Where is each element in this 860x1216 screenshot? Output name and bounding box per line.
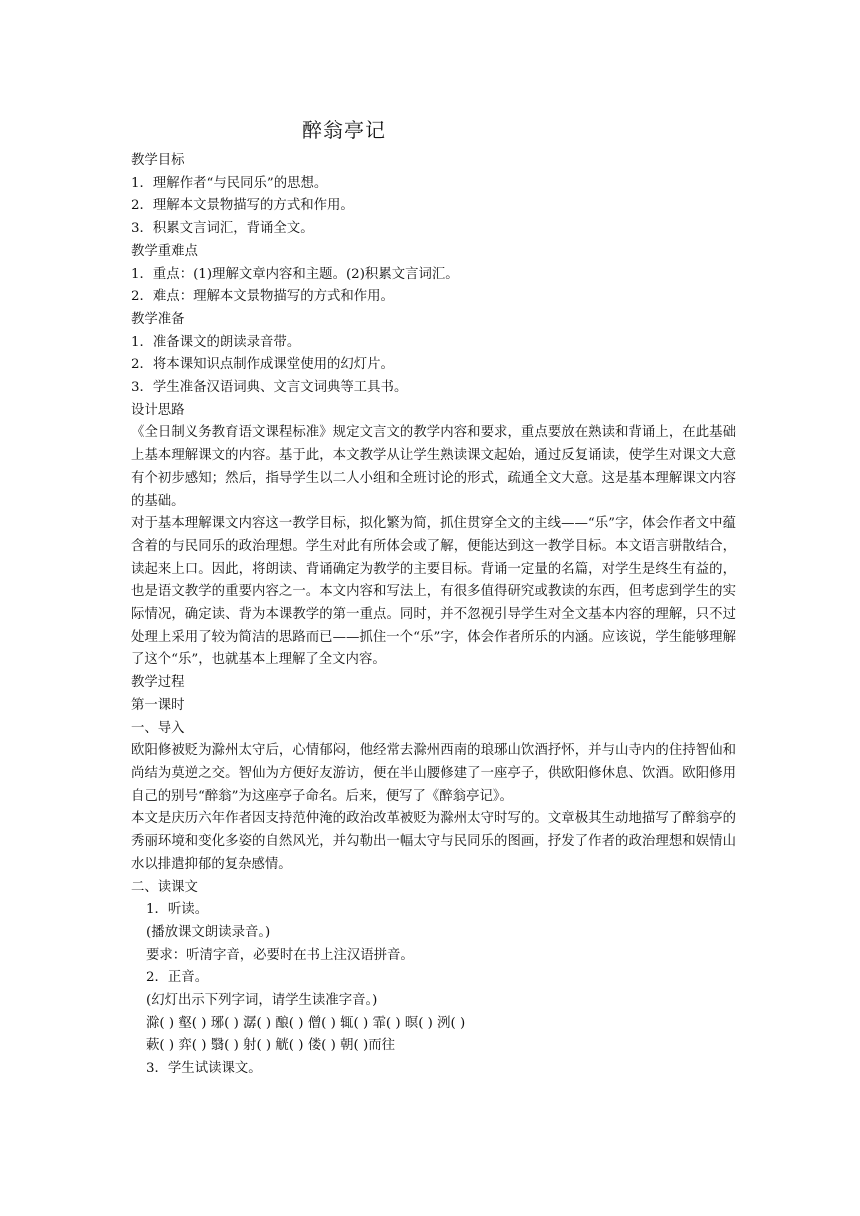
pronunciation-row: 蔌( ) 弈( ) 翳( ) 射( ) 觥( ) 偻( ) 朝( )而往	[146, 1038, 395, 1054]
reading-note: (幻灯出示下列字词，请学生读准字音。)	[146, 993, 378, 1009]
key-point-item: 1．重点：(1)理解文章内容和主题。(2)积累文言词汇。	[131, 266, 459, 282]
reading-step: 2．正音。	[146, 970, 209, 986]
document-title: 醉翁亭记	[302, 118, 386, 142]
section-heading-key-points: 教学重难点	[131, 243, 198, 259]
lesson-label: 第一课时	[131, 697, 185, 713]
preparation-item: 1．准备课文的朗读录音带。	[131, 334, 301, 350]
reading-requirement: 要求：听清字音，必要时在书上注汉语拼音。	[146, 947, 414, 963]
goal-item: 3．积累文言词汇，背诵全文。	[131, 221, 314, 237]
pronunciation-row: 滁( ) 壑( ) 琊( ) 潺( ) 酿( ) 僧( ) 辄( ) 霏( ) 暝( ) 洌( )	[146, 1015, 466, 1031]
document-body	[131, 150, 736, 1081]
intro-paragraph: 欧阳修被贬为滁州太守后，心情郁闷，他经常去滁州西南的琅琊山饮酒抒怀，并与山寺内的住持智仙和尚结为莫逆之交。智仙为方便好友游访，便在半山腰修建了一座亭子，供欧阳修休息、饮酒。欧阳修用自己的别号“醉翁”为这座亭子命名。后来，便写了《醉翁亭记》。	[131, 743, 736, 804]
reading-note: (播放课文朗读录音。)	[146, 924, 271, 940]
design-paragraph: 对于基本理解课文内容这一教学目标，拟化繁为简，抓住贯穿全文的主线——“乐”字，体会作者文中蕴含着的与民同乐的政治理想。学生对此有所体会或了解，便能达到这一教学目标。本文语言骈散结合，读起来上口。因此，将朗读、背诵确定为教学的主要目标。背诵一定量的名篇，对学生是终生有益的，也是语文教学的重要内容之一。本文内容和写法上，有很多值得研究或教读的东西，但考虑到学生的实际情况，确定读、背为本课教学的第一重点。同时，并不忽视引导学生对全文基本内容的理解，只不过处理上采用了较为简洁的思路而已——抓住一个“乐”字，体会作者所乐的内涵。应该说，学生能够理解了这个“乐”，也就基本上理解了全文内容。	[131, 516, 736, 668]
subheading-reading: 二、读课文	[131, 879, 198, 895]
design-paragraph: 《全日制义务教育语文课程标准》规定文言文的教学内容和要求，重点要放在熟读和背诵上，在此基础上基本理解课文的内容。基于此，本文教学从让学生熟读课文起始，通过反复诵读，使学生对课文大意有个初步感知；然后，指导学生以二人小组和全班讨论的形式，疏通全文大意。这是基本理解课文内容的基础。	[131, 425, 736, 509]
section-heading-preparation: 教学准备	[131, 311, 185, 327]
section-heading-goals: 教学目标	[131, 153, 185, 168]
subheading-introduction: 一、导入	[131, 720, 185, 736]
section-heading-process: 教学过程	[131, 675, 185, 691]
preparation-item: 3．学生准备汉语词典、文言文词典等工具书。	[131, 380, 408, 396]
goal-item: 1．理解作者“与民同乐”的思想。	[131, 175, 328, 191]
intro-paragraph: 本文是庆历六年作者因支持范仲淹的政治改革被贬为滁州太守时写的。文章极其生动地描写了醉翁亭的秀丽环境和变化多姿的自然风光，并勾勒出一幅太守与民同乐的图画，抒发了作者的政治理想和娱情山水以排遣抑郁的复杂感情。	[131, 811, 736, 872]
section-heading-design: 设计思路	[131, 402, 185, 418]
goal-item: 2．理解本文景物描写的方式和作用。	[131, 198, 354, 214]
reading-step: 1．听读。	[146, 902, 209, 918]
reading-step: 3．学生试读课文。	[146, 1061, 262, 1077]
key-point-item: 2．难点：理解本文景物描写的方式和作用。	[131, 289, 394, 305]
preparation-item: 2．将本课知识点制作成课堂使用的幻灯片。	[131, 357, 394, 373]
